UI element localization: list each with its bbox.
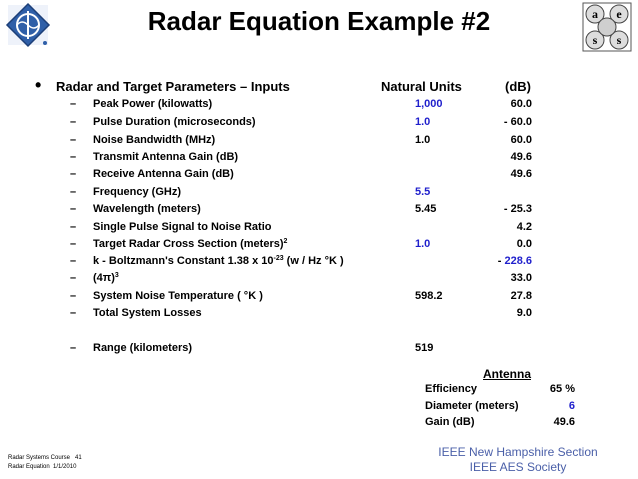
page-title: Radar Equation Example #2 — [147, 6, 491, 36]
antenna-label: Gain (dB) — [425, 416, 475, 428]
row-dash: – — [70, 168, 77, 180]
db-value: 60.0 — [510, 134, 532, 146]
antenna-title: Antenna — [483, 367, 531, 381]
parameter-label: Transmit Antenna Gain (dB) — [93, 151, 239, 163]
natural-units-value: 5.45 — [415, 203, 437, 215]
footer-subject-name: Radar Equation — [8, 464, 50, 470]
parameter-label: Range (kilometers) — [93, 342, 193, 354]
footer-date: 1/1/2010 — [53, 464, 77, 470]
row-dash: – — [70, 221, 77, 233]
parameter-row — [0, 342, 638, 358]
parameter-label: k - Boltzmann's Constant 1.38 x $10^{-23}$ (w / Hz °K ) — [93, 255, 344, 267]
parameter-row — [0, 255, 638, 271]
natural-units-value: 5.5 — [415, 186, 431, 198]
row-dash: – — [70, 203, 77, 215]
antenna-label: Diameter (meters) — [425, 400, 519, 412]
row-dash: – — [70, 134, 77, 146]
row-dash: – — [70, 290, 77, 302]
parameter-row — [0, 221, 638, 237]
row-dash: – — [70, 151, 77, 163]
natural-units-value: 519 — [415, 342, 434, 354]
antenna-row — [425, 383, 625, 399]
parameter-row — [0, 116, 638, 132]
aes-letter: e — [616, 7, 622, 21]
row-dash: – — [70, 186, 77, 198]
parameter-label: Receive Antenna Gain (dB) — [93, 168, 234, 180]
db-value: 49.6 — [510, 168, 532, 180]
parameter-label: Noise Bandwidth (MHz) — [93, 134, 216, 146]
parameter-row — [0, 203, 638, 219]
parameter-row — [0, 238, 638, 254]
antenna-value: 65 % — [549, 383, 575, 395]
row-dash: – — [70, 238, 77, 250]
row-dash: – — [70, 342, 77, 354]
parameter-row — [0, 134, 638, 150]
footer-subject — [8, 464, 76, 470]
row-dash: – — [70, 255, 77, 267]
parameter-row — [0, 307, 638, 323]
row-dash: – — [70, 116, 77, 128]
parameter-row — [0, 272, 638, 288]
db-value: 49.6 — [510, 151, 532, 163]
parameter-label: $(4\pi)^3$ — [93, 272, 119, 284]
db-value: 0.0 — [516, 238, 532, 250]
parameter-row — [0, 151, 638, 167]
db-value: 60.0 — [510, 98, 532, 110]
parameter-label: Frequency (GHz) — [93, 186, 182, 198]
aes-letter: s — [616, 33, 622, 47]
db-value: 9.0 — [516, 307, 532, 319]
db-value: - 228.6 — [497, 255, 532, 267]
footer-org-line1: IEEE New Hampshire Section — [438, 445, 598, 459]
db-value: 4.2 — [516, 221, 532, 233]
natural-units-value: 1.0 — [415, 238, 431, 250]
bullet-marker: • — [35, 75, 42, 95]
footer-org-line2: IEEE AES Society — [469, 460, 567, 474]
antenna-row — [425, 416, 625, 432]
antenna-value: 6 — [568, 400, 575, 412]
db-value: 27.8 — [510, 290, 532, 302]
parameter-label: Total System Losses — [93, 307, 202, 319]
parameter-row — [0, 168, 638, 184]
parameter-row — [0, 98, 638, 114]
db-value: - 60.0 — [503, 116, 532, 128]
db-value: 33.0 — [510, 272, 532, 284]
column-header-natural-units: Natural Units — [381, 79, 462, 94]
column-header-db: (dB) — [505, 79, 531, 94]
aes-letter: s — [592, 33, 598, 47]
column-header-parameters: Radar and Target Parameters – Inputs — [56, 79, 290, 94]
row-dash: – — [70, 272, 77, 284]
antenna-label: Efficiency — [425, 383, 477, 395]
aes-letter: a — [592, 7, 598, 21]
footer-course — [8, 455, 82, 461]
parameter-row — [0, 186, 638, 202]
antenna-value: 49.6 — [553, 416, 575, 428]
antenna-row — [425, 400, 625, 416]
parameter-label: System Noise Temperature ( °K ) — [93, 290, 263, 302]
row-dash: – — [70, 307, 77, 319]
row-dash: – — [70, 98, 77, 110]
natural-units-value: 598.2 — [415, 290, 443, 302]
db-value: - 25.3 — [503, 203, 532, 215]
natural-units-value: 1.0 — [415, 116, 431, 128]
parameter-label: Pulse Duration (microseconds) — [93, 116, 256, 128]
parameter-label: Peak Power (kilowatts) — [93, 98, 213, 110]
parameter-label: Target Radar Cross Section (meters)$^2$ — [93, 238, 288, 250]
footer-course-name: Radar Systems Course — [8, 455, 71, 461]
natural-units-value: 1,000 — [415, 98, 443, 110]
footer-page-number: 41 — [75, 455, 82, 461]
parameter-label: Wavelength (meters) — [93, 203, 201, 215]
parameter-row — [0, 290, 638, 306]
parameter-label: Single Pulse Signal to Noise Ratio — [93, 221, 272, 233]
natural-units-value: 1.0 — [415, 134, 431, 146]
